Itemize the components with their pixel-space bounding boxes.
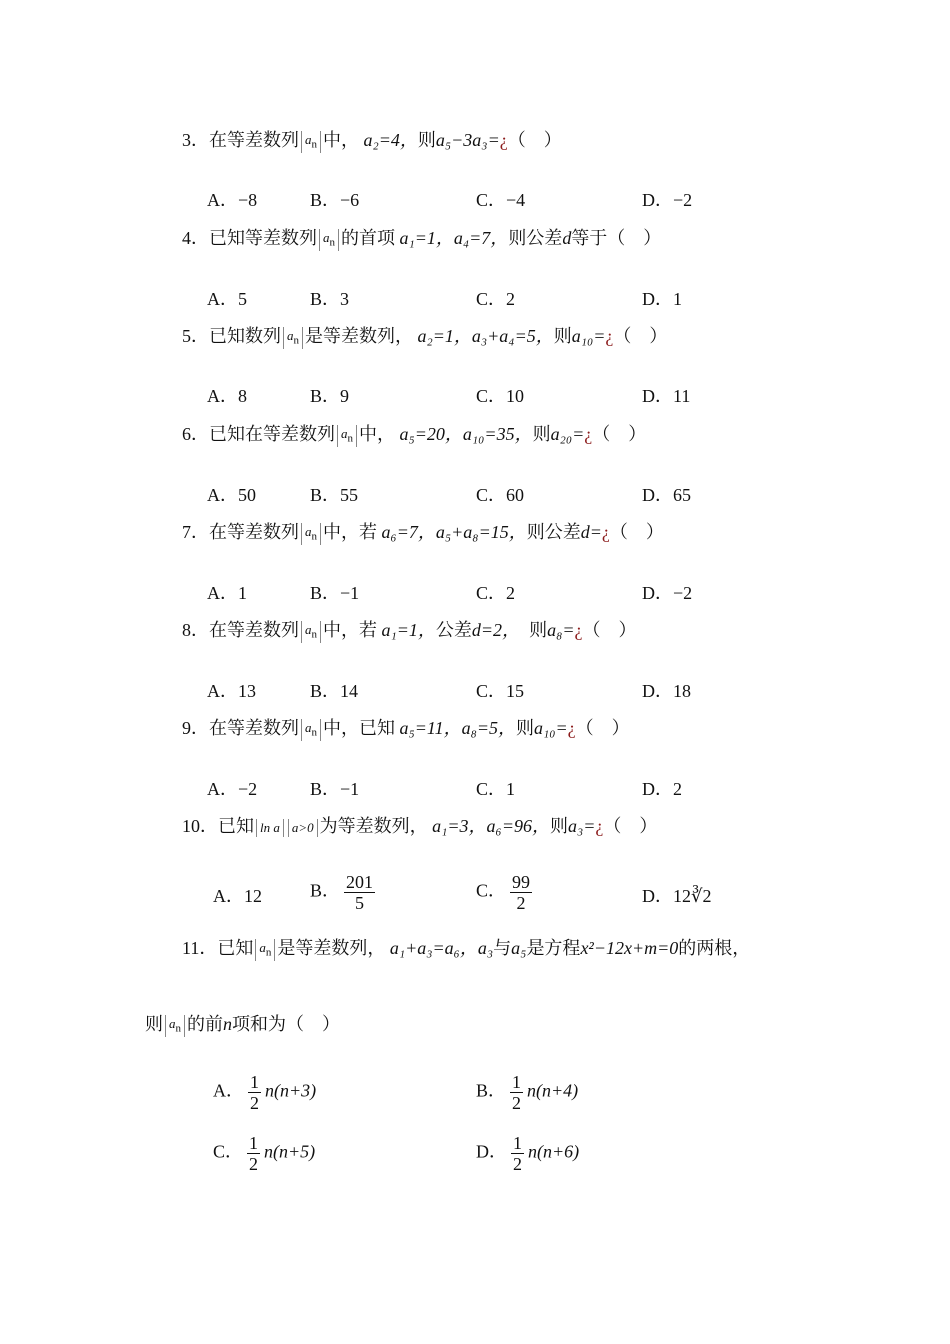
q10-option-b[interactable]: B． $\frac{201}{5}$ — [310, 872, 374, 913]
q11-option-b[interactable]: B． $\frac{1}{2}$ n(n+4) — [476, 1072, 579, 1113]
q9-option-a[interactable]: A．−2 — [207, 779, 258, 799]
q8-stem: 8．在等差数列 $a_n$ 中，若 a₁=1，公差d=2， 则a₈=¿（ ） — [182, 618, 636, 643]
q10-option-a[interactable]: A．12 — [213, 886, 262, 906]
q6-option-a[interactable]: A．50 — [207, 485, 256, 505]
q3-option-b[interactable]: B．−6 — [310, 190, 360, 210]
q5-option-a[interactable]: A．8 — [207, 386, 247, 406]
q10-stem: 10．已知 ln a a>0 为等差数列， a₁=3，a₆=96，则a₃=¿（ ） — [182, 816, 658, 836]
q5-stem: 5．已知数列 $a_n$ 是等差数列， a₂=1，a₃+a₄=5，则a₁₀=¿（ ） — [182, 324, 667, 349]
q7-option-b[interactable]: B．−1 — [310, 583, 360, 603]
q4-option-c[interactable]: C．2 — [476, 289, 516, 309]
q8-option-c[interactable]: C．15 — [476, 681, 525, 701]
q3-option-d[interactable]: D．−2 — [642, 190, 693, 210]
q7-stem: 7．在等差数列 $a_n$ 中，若 a₆=7，a₅+a₈=15，则公差d=¿（ ） — [182, 520, 664, 545]
q7-option-a[interactable]: A．1 — [207, 583, 247, 603]
q4-option-b[interactable]: B．3 — [310, 289, 350, 309]
q8-option-b[interactable]: B．14 — [310, 681, 359, 701]
q3-option-c[interactable]: C．−4 — [476, 190, 526, 210]
q9-option-c[interactable]: C．1 — [476, 779, 516, 799]
q6-option-c[interactable]: C．60 — [476, 485, 525, 505]
q8-option-a[interactable]: A．13 — [207, 681, 256, 701]
q7-option-c[interactable]: C．2 — [476, 583, 516, 603]
q9-option-d[interactable]: D．2 — [642, 779, 682, 799]
q5-option-d[interactable]: D．11 — [642, 386, 691, 406]
q8-option-d[interactable]: D．18 — [642, 681, 691, 701]
q11-stem-line2: 则 $a_n$ 的前n项和为（ ） — [145, 1012, 340, 1037]
q10-option-d[interactable]: D．12∛2 — [642, 886, 712, 906]
q10-option-c[interactable]: C． $\frac{99}{2}$ — [476, 872, 531, 913]
q5-option-c[interactable]: C．10 — [476, 386, 525, 406]
q6-option-b[interactable]: B．55 — [310, 485, 359, 505]
q6-stem: 6．已知在等差数列 $a_n$ 中， a₅=20，a₁₀=35，则a₂₀=¿（ ） — [182, 422, 646, 447]
q4-stem: 4．已知等差数列 $a_n$ 的首项 a₁=1，a₄=7，则公差d等于（ ） — [182, 226, 661, 251]
q5-option-b[interactable]: B．9 — [310, 386, 350, 406]
q9-stem: 9．在等差数列 $a_n$ 中，已知 a₅=11，a₈=5，则a₁₀=¿（ ） — [182, 716, 630, 741]
q7-option-d[interactable]: D．−2 — [642, 583, 693, 603]
q11-option-a[interactable]: A． $\frac{1}{2}$ n(n+3) — [213, 1072, 317, 1113]
q3-stem: 3．在等差数列 $a_n$ 中， a₂=4，则a₅−3a₃=¿（ ） — [182, 128, 562, 153]
q11-option-d[interactable]: D． $\frac{1}{2}$ n(n+6) — [476, 1133, 580, 1174]
q11-option-c[interactable]: C． $\frac{1}{2}$ n(n+5) — [213, 1133, 316, 1174]
q4-option-a[interactable]: A．5 — [207, 289, 247, 309]
q6-option-d[interactable]: D．65 — [642, 485, 691, 505]
q9-option-b[interactable]: B．−1 — [310, 779, 360, 799]
q4-option-d[interactable]: D．1 — [642, 289, 682, 309]
q3-option-a[interactable]: A．−8 — [207, 190, 258, 210]
q11-stem: 11．已知 $a_n$ 是等差数列， a₁+a₃=a₆，a₃与a₅是方程x²−12x+m=0的两根， — [182, 936, 750, 961]
